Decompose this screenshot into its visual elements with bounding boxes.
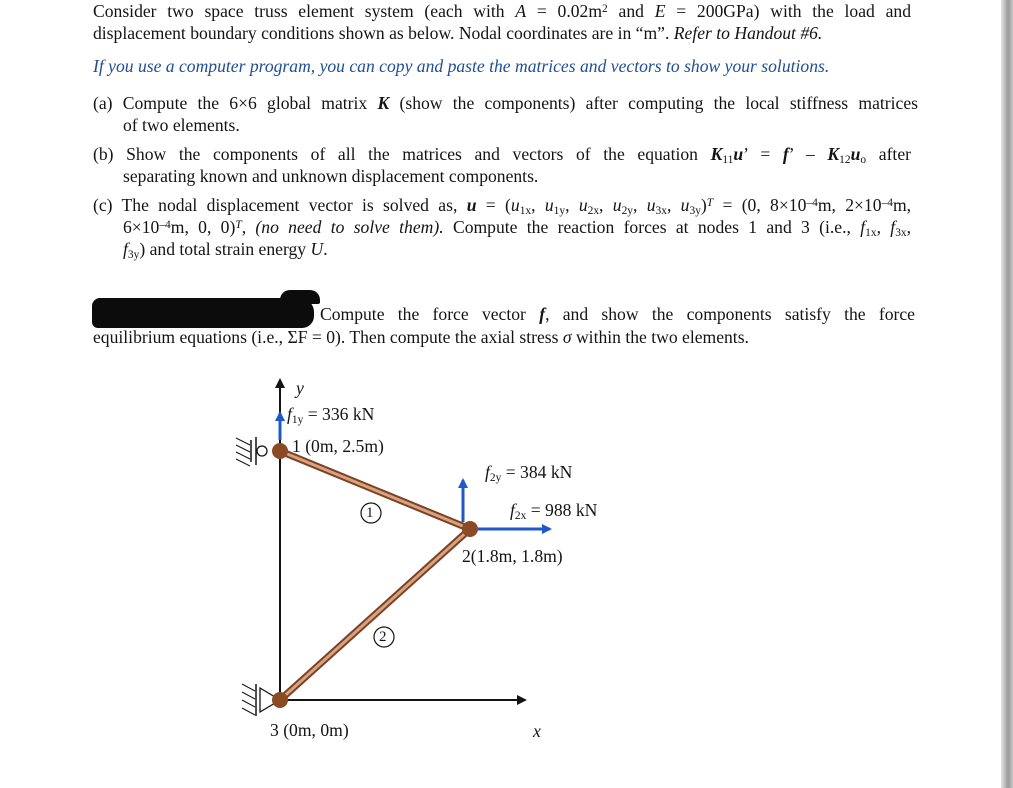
element-1-label: 1 bbox=[366, 505, 374, 521]
f1y-label: $f_{1y} = 336$ kN bbox=[287, 404, 375, 426]
x-axis-label: x bbox=[533, 721, 541, 741]
part-b-line-2: separating known and unknown displacement components. bbox=[123, 166, 539, 186]
part-c-line-2: $6\times 10^{-4}m$, 0, 0)$^T$, (no need to solve them). Compute the reaction forces at nodes 1 and 3 (i.e., $f_{1x}$, $f_{3x}$, bbox=[123, 217, 912, 239]
node-2 bbox=[462, 521, 478, 537]
page-edge bbox=[1001, 0, 1013, 788]
node-1-label: 1 (0m, 2.5m) bbox=[292, 436, 384, 456]
part-b-line-1: (b) Show the components of all the matrices and vectors of the equation $K_{11}u$’ = f’ – $K_{12}u_o$ after bbox=[93, 144, 911, 166]
computer-program-note: If you use a computer program, you can copy and paste the matrices and vectors to show your solutions. bbox=[93, 56, 830, 76]
f2y-label: $f_{2y} = 384$ kN bbox=[485, 462, 573, 484]
intro-line-1: Consider two space truss element system (each with $A = 0.02m^2$ and E = 200GPa) with the load and bbox=[93, 1, 912, 21]
node-3 bbox=[272, 692, 288, 708]
element-2-member bbox=[280, 529, 470, 700]
node-1-support bbox=[236, 437, 267, 466]
part-a-line-2: of two elements. bbox=[123, 115, 240, 135]
intro-line-2: displacement boundary conditions shown as below. Nodal coordinates are in “m”. Refer to Handout #6. bbox=[93, 23, 823, 43]
node-3-label: 3 (0m, 0m) bbox=[270, 720, 349, 740]
part-a-line-1: (a) Compute the 6×6 global matrix K (show the components) after computing the local stiffness matrices bbox=[93, 93, 918, 113]
part-d-line-1: Compute the force vector f, and show the components satisfy the force bbox=[320, 304, 915, 324]
node-1 bbox=[272, 443, 288, 459]
part-d-line-2: equilibrium equations (i.e., ΣF = 0). Then compute the axial stress σ within the two elements. bbox=[93, 327, 749, 347]
y-axis-label: y bbox=[296, 378, 304, 398]
element-2-label: 2 bbox=[379, 629, 387, 645]
node-2-label: 2(1.8m, 1.8m) bbox=[462, 546, 563, 566]
f2x-label: $f_{2x} = 988$ kN bbox=[510, 500, 598, 522]
part-c-line-1: (c) The nodal displacement vector is solved as, $u = (u_{1x}$, $u_{1y}$, $u_{2x}$, $u_{2y}$, $u_{3x}$, $u_{3y})^T = (0$, $8\times 10^{-4}m$, $2\times 10^{-4}m$, bbox=[93, 195, 912, 217]
part-c-line-3: $f_{3y}$) and total strain energy U. bbox=[123, 239, 328, 261]
